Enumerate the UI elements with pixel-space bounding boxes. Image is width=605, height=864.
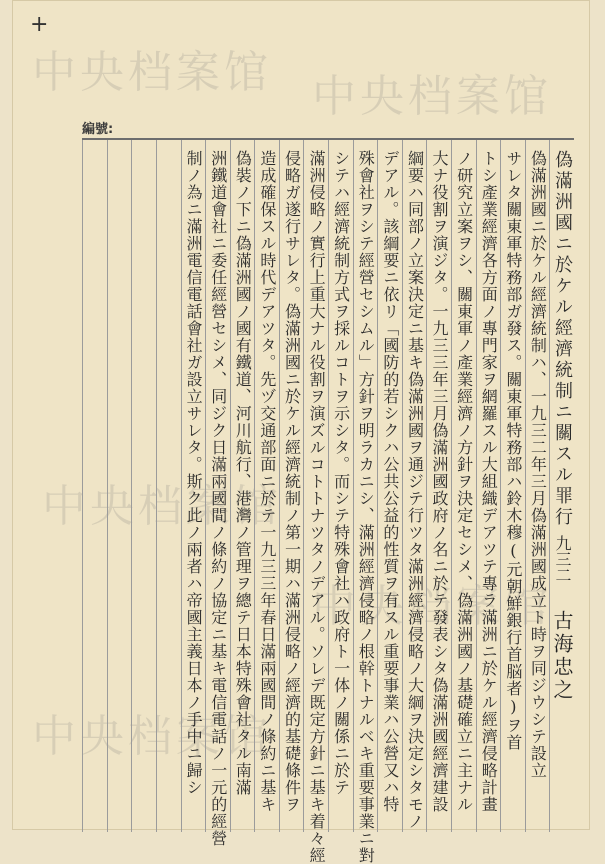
document-title: 偽滿洲國ニ於ケル經濟統制ニ關スル罪行 (552, 150, 573, 528)
manuscript-grid (82, 138, 574, 864)
empty-column (107, 140, 132, 832)
text-column (205, 140, 230, 847)
text-column (525, 140, 550, 832)
text-column (328, 140, 353, 832)
text-column (402, 140, 427, 832)
text-line: 滿洲侵略ノ實行上重大ナル役割ヲ演ズルコトトナツタノデアル。ソレデ既定方針ニ基キ着々經 (307, 150, 327, 864)
text-column (181, 140, 206, 832)
text-line: 制ノ為ニ滿洲電信電話會社ガ設立サレタ。斯ク此ノ兩者ハ帝國主義日本ノ手中ニ歸シ (184, 150, 204, 796)
text-line: トシ產業經濟各方面ノ專門家ヲ網羅スル大組織デアツテ專ラ滿洲ニ於ケル經濟侵略計畫 (479, 150, 499, 813)
text-column (303, 140, 328, 864)
text-line: 洲鐵道會社ニ委任經營セシメ、同ジク日滿兩國間ノ條約ノ協定ニ基キ電信電話ノ一元的經營 (208, 150, 228, 847)
watermark: 中央档案馆 (32, 47, 272, 98)
empty-column (82, 140, 107, 832)
text-line: ノ研究立案ヲシ、關東軍ノ產業經濟ノ方針ヲ決定セシメ、偽滿洲國ノ基礎確立ニ主ナル (454, 150, 474, 813)
text-line: 殊會社ヲシテ經營セシムル」方針ヲ明ラカニシ、滿洲經濟侵略ノ根幹トナルベキ重要事業ニ對 (356, 150, 376, 864)
document-author: 古海忠之 (550, 610, 574, 702)
text-column (377, 140, 402, 832)
empty-column (156, 140, 181, 832)
text-column (230, 140, 255, 832)
text-line: 偽裝ノ下ニ偽滿洲國ノ國有鐵道、河川航行、港灣ノ管理ヲ總テ日本特殊會社タル南滿 (233, 150, 253, 796)
text-column (500, 140, 525, 832)
header-number-label: 編號: (82, 122, 114, 137)
watermark: 中央档案馆 (42, 481, 282, 532)
text-column (476, 140, 501, 832)
text-column (254, 140, 279, 832)
document-sheet (12, 0, 590, 864)
watermark: 中央档案馆 (312, 71, 552, 122)
text-line: デアル。該綱要ニ依リ「國防的若シクハ公共公益的性質ヲ有スル重要事業ハ公營又ハ特 (380, 150, 400, 813)
text-line: 偽滿洲國ニ於ケル經濟統制ハ、一九三二年三月偽滿洲國成立ト時ヲ同ジウシテ設立 (528, 150, 548, 779)
text-line: シテハ經濟統制方式ヲ採ルコトヲ示シタ。而シテ特殊會社ハ政府ト一体ノ關係ニ於テ (331, 150, 351, 796)
text-line: 造成確保スル時代デアツタ。先ヅ交通部面ニ於テ一九三三年春日滿兩國間ノ條約ニ基キ (257, 150, 277, 813)
text-line: 大ナ役割ヲ演ジタ。一九三三年三月偽滿洲國政府ノ名ニ於テ發表シタ偽滿洲國經濟建設 (430, 150, 450, 813)
text-column (279, 140, 304, 832)
document-year: 九三二 (553, 535, 572, 583)
page-mark: + (30, 12, 49, 37)
text-column (353, 140, 378, 864)
text-column (426, 140, 451, 832)
watermark: 中央档案馆 (312, 581, 552, 632)
empty-column (131, 140, 156, 832)
text-column (451, 140, 476, 832)
title-column (549, 140, 574, 832)
text-line: 綱要ハ同部ノ立案決定ニ基キ偽滿洲國ヲ通ジテ行ツタ滿洲經濟侵略ノ大綱ヲ決定シタモノ (405, 150, 425, 830)
text-line: サレタ關東軍特務部ガ發ス。關東軍特務部ハ鈴木穆(元朝鮮銀行首脳者)ヲ首 (503, 150, 523, 751)
text-line: 侵略ガ遂行サレタ。偽滿洲國ニ於ケル經濟統制ノ第一期ハ滿洲侵略ノ經濟的基礎條件ヲ (282, 150, 302, 813)
watermark: 中央档案馆 (32, 711, 272, 762)
